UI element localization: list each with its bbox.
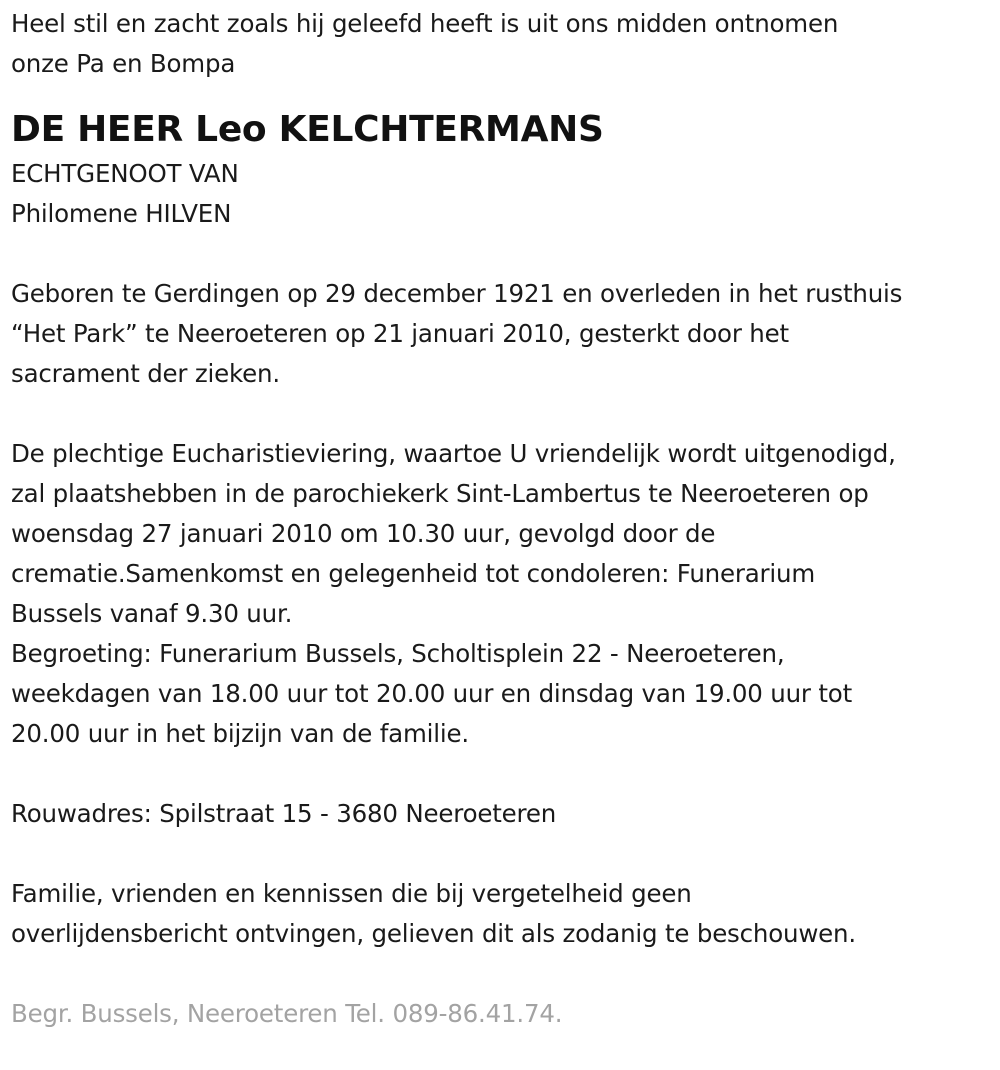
- notice-line-1: Familie, vrienden en kennissen die bij vergetelheid geen: [11, 879, 692, 908]
- intro-line-1: Heel stil en zacht zoals hij geleefd heeft is uit ons midden ontnomen: [11, 9, 839, 38]
- intro-paragraph: [11, 4, 996, 84]
- ceremony-line-3: woensdag 27 januari 2010 om 10.30 uur, gevolgd door de: [11, 519, 716, 548]
- ceremony-line-6: Begroeting: Funerarium Bussels, Scholtisplein 22 - Neeroeteren,: [11, 639, 785, 668]
- funeral-home-footer: Begr. Bussels, Neeroeteren Tel. 089-86.41.74.: [11, 999, 563, 1028]
- ceremony-line-2: zal plaatshebben in de parochiekerk Sint-Lambertus te Neeroeteren op: [11, 479, 869, 508]
- birth-death-paragraph: [11, 274, 996, 394]
- ceremony-line-1: De plechtige Eucharistieviering, waartoe U vriendelijk wordt uitgenodigd,: [11, 439, 896, 468]
- ceremony-paragraph: [11, 434, 996, 754]
- ceremony-line-4: crematie.Samenkomst en gelegenheid tot condoleren: Funerarium: [11, 559, 816, 588]
- spouse-name: Philomene HILVEN: [11, 199, 232, 228]
- birth-line-2: “Het Park” te Neeroeteren op 21 januari 2010, gesterkt door het: [11, 319, 789, 348]
- intro-line-2: onze Pa en Bompa: [11, 49, 236, 78]
- spouse-block: [11, 154, 996, 234]
- ceremony-line-7: weekdagen van 18.00 uur tot 20.00 uur en dinsdag van 19.00 uur tot: [11, 679, 852, 708]
- deceased-name: DE HEER Leo KELCHTERMANS: [11, 109, 604, 150]
- birth-line-1: Geboren te Gerdingen op 29 december 1921 en overleden in het rusthuis: [11, 279, 903, 308]
- notice-paragraph: [11, 874, 996, 954]
- spouse-title: ECHTGENOOT VAN: [11, 159, 239, 188]
- birth-line-3: sacrament der zieken.: [11, 359, 280, 388]
- obituary-notice: [11, 4, 996, 1034]
- notice-line-2: overlijdensbericht ontvingen, gelieven dit als zodanig te beschouwen.: [11, 919, 856, 948]
- ceremony-line-8: 20.00 uur in het bijzijn van de familie.: [11, 719, 469, 748]
- ceremony-line-5: Bussels vanaf 9.30 uur.: [11, 599, 293, 628]
- mourning-address: Rouwadres: Spilstraat 15 - 3680 Neeroeteren: [11, 799, 557, 828]
